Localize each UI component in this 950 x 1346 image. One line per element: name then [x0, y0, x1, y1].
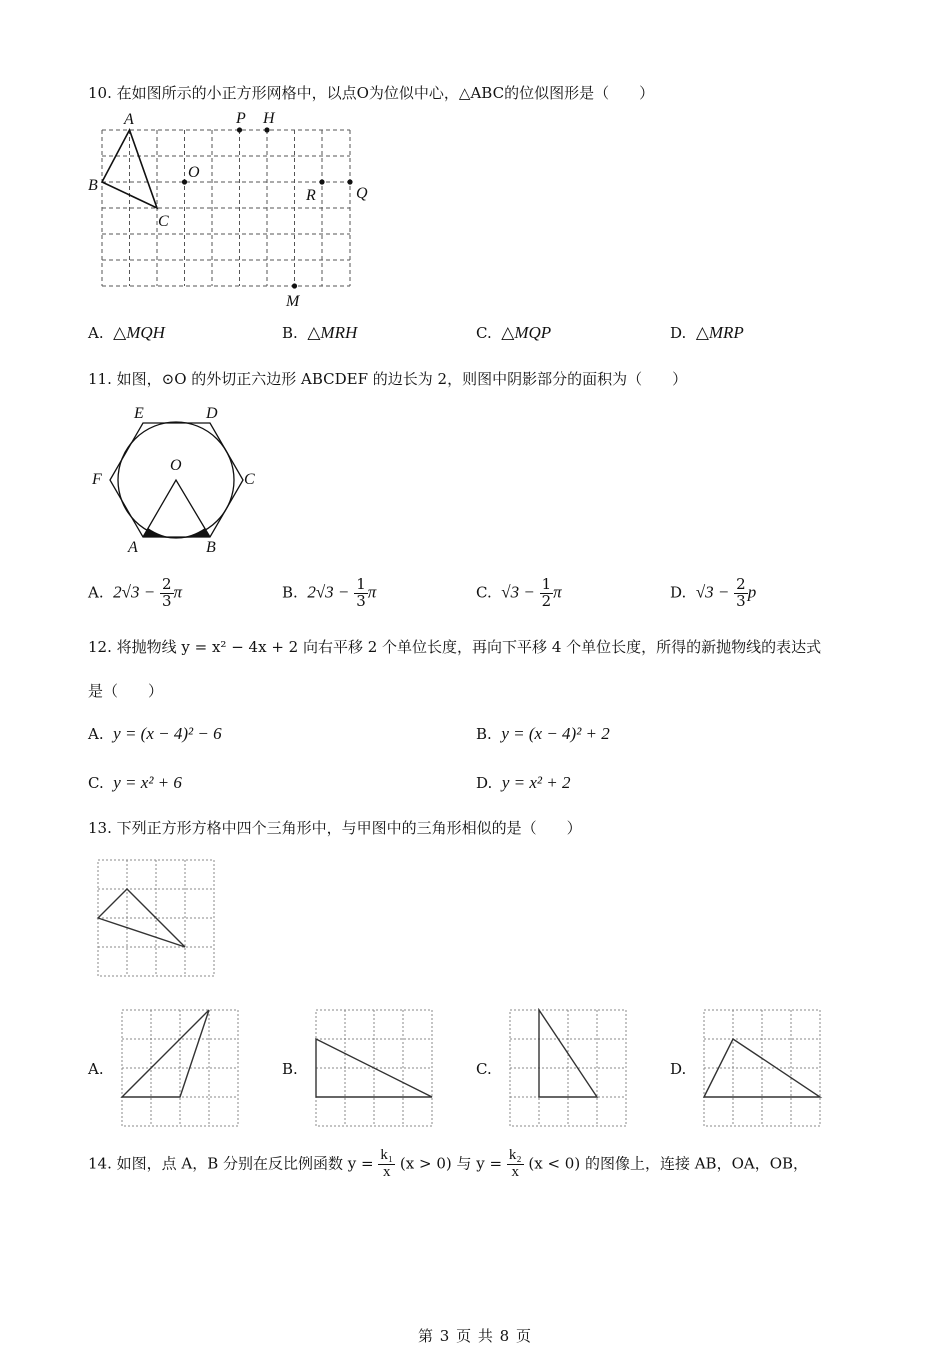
q12-stem-line2: 是（ ）: [88, 682, 164, 700]
q13-option-b-label[interactable]: B.: [282, 1060, 298, 1078]
q10-label-p: P: [236, 110, 246, 127]
q14-k1: k₁: [380, 1147, 394, 1163]
q14-x1: x: [383, 1163, 391, 1180]
q10-option-c[interactable]: C. △MQP: [476, 323, 552, 342]
q12-option-a[interactable]: A. y = (x − 4)² − 6: [88, 724, 222, 743]
q14-stem: [88, 1148, 808, 1181]
q11-sector-lines: [143, 480, 210, 537]
q11-label-e: E: [134, 405, 144, 422]
q13-reference-figure: [96, 858, 218, 980]
q10-label-c: C: [158, 213, 169, 230]
q10-label-o: O: [188, 164, 200, 181]
q12-stem-line1: 12. 将抛物线 y = x² − 4x + 2 向右平移 2 个单位长度，再向下平移 4 个单位长度，所得的新抛物线的表达式: [88, 638, 822, 656]
q11-stem: 11. 如图，⊙O 的外切正六边形 ABCDEF 的边长为 2，则图中阴影部分的面积为（ ）: [88, 370, 688, 388]
q13-option-a-label[interactable]: A.: [88, 1060, 104, 1078]
q14-k2: k₂: [508, 1147, 522, 1163]
q11-label-o: O: [170, 457, 182, 474]
q12-option-c[interactable]: C. y = x² + 6: [88, 773, 182, 792]
q13-option-d-figure[interactable]: [702, 1008, 824, 1130]
q13-option-d-label[interactable]: D.: [670, 1060, 687, 1078]
q11-label-a: A: [128, 539, 138, 556]
q10-option-a[interactable]: A. △MQH: [88, 323, 165, 342]
q11-option-a[interactable]: A. 2√3 − $\frac{2}{3}$ π: [88, 575, 183, 610]
q10-stem: 10. 在如图所示的小正方形网格中，以点O为位似中心，△ABC的位似图形是（ ）: [88, 84, 655, 102]
q10-label-q: Q: [356, 185, 368, 202]
q13-option-a-figure[interactable]: [120, 1008, 242, 1130]
q10-point-o: [182, 179, 187, 184]
q10-label-b: B: [88, 177, 98, 194]
q14-stem-a: 14. 如图，点 A，B 分别在反比例函数 y =: [88, 1154, 374, 1173]
q14-x2: x: [511, 1163, 519, 1180]
q14-cond1: (x > 0) 与 y =: [399, 1154, 503, 1173]
q11-hexagon-figure: [84, 400, 264, 560]
page-footer: 第 3 页 共 8 页: [418, 1327, 532, 1345]
q12-option-b[interactable]: B. y = (x − 4)² + 2: [476, 724, 610, 743]
q11-label-f: F: [92, 471, 102, 488]
q12-option-d[interactable]: D. y = x² + 2: [476, 773, 571, 792]
q14-cond2: (x < 0) 的图像上，连接 AB，OA，OB，: [528, 1154, 809, 1173]
q10-point-h: [264, 127, 269, 132]
q13-option-c-label[interactable]: C.: [476, 1060, 492, 1078]
q10-option-d[interactable]: D. △MRP: [670, 323, 744, 342]
q11-option-d[interactable]: D. √3 − $\frac{2}{3}$ p: [670, 575, 757, 610]
q10-grid-figure: [84, 108, 384, 313]
q10-grid-lines: [102, 130, 350, 286]
q10-point-m: [292, 283, 297, 288]
q13-option-b-figure[interactable]: [314, 1008, 436, 1130]
q13-option-a-triangle: [122, 1010, 209, 1097]
q11-option-c[interactable]: C. √3 − $\frac{1}{2}$ π: [476, 575, 562, 610]
q10-label-r: R: [306, 187, 316, 204]
q11-label-c: C: [244, 471, 255, 488]
q10-label-a: A: [124, 111, 134, 128]
q10-label-h: H: [263, 110, 275, 127]
q10-point-q: [347, 179, 352, 184]
q10-label-m: M: [286, 293, 300, 310]
q10-point-p: [237, 127, 242, 132]
q11-label-b: B: [206, 539, 216, 556]
q11-label-d: D: [206, 405, 218, 422]
q10-option-b[interactable]: B. △MRH: [282, 323, 358, 342]
q11-option-b[interactable]: B. 2√3 − $\frac{1}{3}$ π: [282, 575, 377, 610]
q10-point-r: [319, 179, 324, 184]
q13-stem: 13. 下列正方形方格中四个三角形中，与甲图中的三角形相似的是（ ）: [88, 819, 582, 837]
q13-option-c-figure[interactable]: [508, 1008, 630, 1130]
